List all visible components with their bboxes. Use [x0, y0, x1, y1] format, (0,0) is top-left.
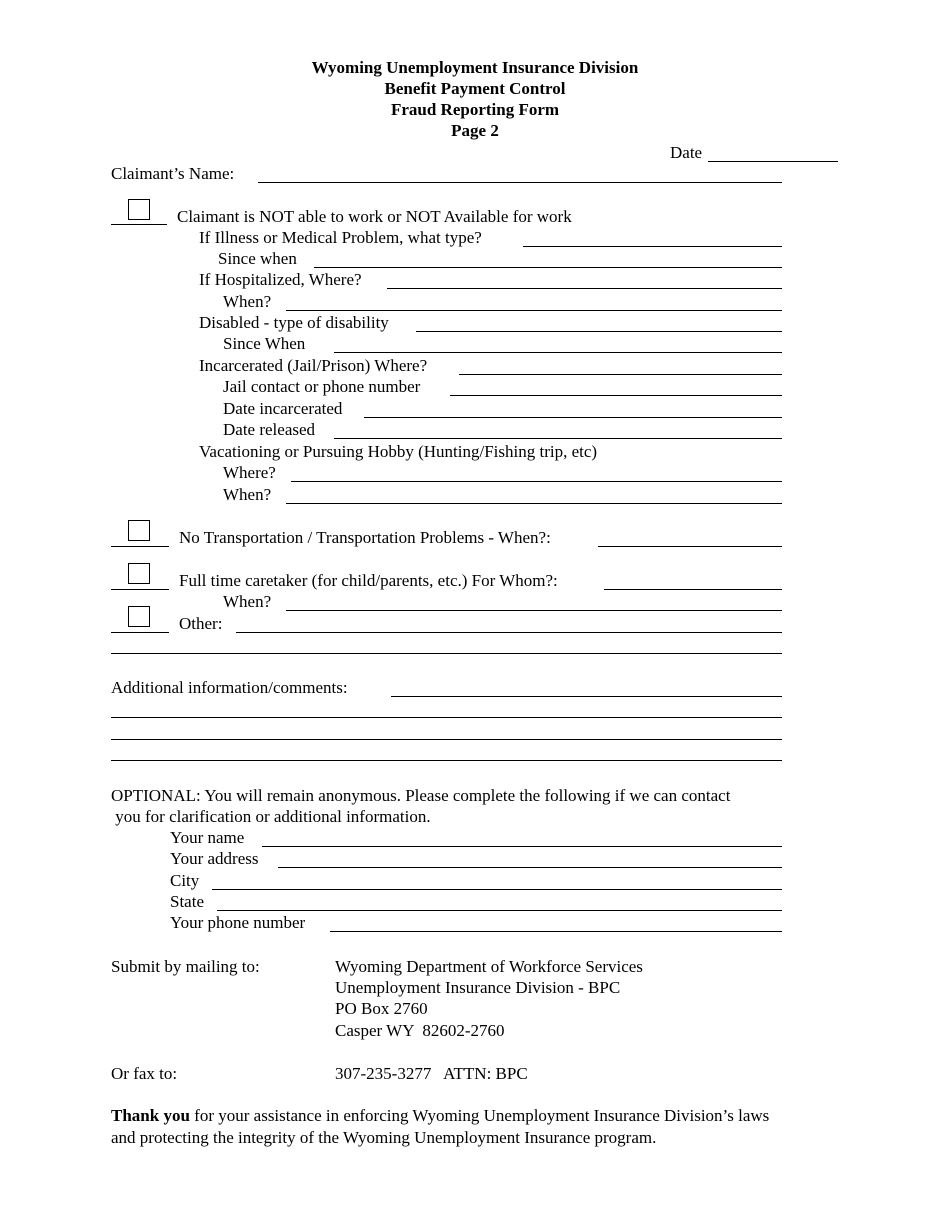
fax-number: 307-235-3277 ATTN: BPC	[335, 1064, 528, 1083]
thank-you-text: for your assistance in enforcing Wyoming Unemployment Insurance Division’s laws	[189, 1106, 770, 1125]
thank-you-bold: Thank you	[111, 1106, 190, 1125]
optional-text-line-1: OPTIONAL: You will remain anonymous. Please complete the following if we can contact	[111, 786, 731, 805]
phone-label: Your phone number	[170, 913, 306, 932]
thank-you-line-2: and protecting the integrity of the Wyoming Unemployment Insurance program.	[111, 1128, 657, 1147]
your-name-field[interactable]	[262, 828, 782, 847]
page-number: Page 2	[451, 121, 499, 140]
form-agency-title: Wyoming Unemployment Insurance Division	[311, 58, 639, 77]
caretaker-label: Full time caretaker (for child/parents, etc.) For Whom?:	[179, 571, 558, 590]
other-label: Other:	[179, 614, 223, 633]
mailing-address-line-1: Wyoming Department of Workforce Services	[335, 957, 643, 976]
transportation-checkbox[interactable]	[128, 520, 150, 541]
additional-info-line-2[interactable]	[111, 699, 782, 718]
vacation-label: Vacationing or Pursuing Hobby (Hunting/Fishing trip, etc)	[199, 442, 598, 461]
incarcerated-label: Incarcerated (Jail/Prison) Where?	[199, 356, 428, 375]
date-incarcerated-field[interactable]	[364, 399, 782, 418]
other-field-line-2[interactable]	[111, 635, 782, 654]
disabled-label: Disabled - type of disability	[199, 313, 389, 332]
submit-label: Submit by mailing to:	[111, 957, 260, 976]
date-released-label: Date released	[223, 420, 316, 439]
thank-you-line-1	[111, 1106, 769, 1126]
additional-info-line-3[interactable]	[111, 721, 782, 740]
vacation-when-field[interactable]	[286, 485, 782, 504]
checkbox-underline	[111, 632, 169, 633]
date-label: Date	[670, 143, 703, 162]
caretaker-when-field[interactable]	[286, 592, 782, 611]
additional-info-field[interactable]	[391, 678, 782, 697]
date-field[interactable]	[708, 143, 838, 162]
mailing-address-line-3: PO Box 2760	[335, 999, 428, 1018]
caretaker-for-whom-field[interactable]	[604, 571, 782, 590]
caretaker-when-label: When?	[223, 592, 272, 611]
optional-text-line-2: you for clarification or additional information.	[111, 807, 431, 826]
additional-info-line-4[interactable]	[111, 742, 782, 761]
illness-label: If Illness or Medical Problem, what type?	[199, 228, 482, 247]
checkbox-underline	[111, 224, 167, 225]
form-unit-title: Benefit Payment Control	[384, 79, 566, 98]
additional-info-label: Additional information/comments:	[111, 678, 348, 697]
checkbox-underline	[111, 589, 169, 590]
not-available-checkbox[interactable]	[128, 199, 150, 220]
form-title: Fraud Reporting Form	[390, 100, 560, 119]
other-field[interactable]	[236, 614, 782, 633]
vacation-where-label: Where?	[223, 463, 276, 482]
date-incarcerated-label: Date incarcerated	[223, 399, 343, 418]
mailing-address-line-4: Casper WY 82602-2760	[335, 1021, 505, 1040]
illness-since-field[interactable]	[314, 249, 782, 268]
your-address-field[interactable]	[278, 849, 782, 868]
fax-label: Or fax to:	[111, 1064, 178, 1083]
city-field[interactable]	[212, 871, 782, 890]
date-released-field[interactable]	[334, 420, 782, 439]
disabled-since-field[interactable]	[334, 334, 782, 353]
jail-contact-label: Jail contact or phone number	[223, 377, 421, 396]
transportation-when-field[interactable]	[598, 528, 782, 547]
state-field[interactable]	[217, 892, 782, 911]
transportation-label: No Transportation / Transportation Problems - When?:	[179, 528, 551, 547]
state-label: State	[170, 892, 204, 911]
disabled-since-label: Since When	[223, 334, 306, 353]
vacation-when-label: When?	[223, 485, 272, 504]
caretaker-checkbox[interactable]	[128, 563, 150, 584]
disability-type-field[interactable]	[416, 313, 782, 332]
mailing-address-line-2: Unemployment Insurance Division - BPC	[335, 978, 621, 997]
your-name-label: Your name	[170, 828, 245, 847]
illness-type-field[interactable]	[523, 228, 782, 247]
hospitalized-where-field[interactable]	[387, 270, 782, 289]
city-label: City	[170, 871, 200, 890]
your-address-label: Your address	[170, 849, 259, 868]
checkbox-underline	[111, 546, 169, 547]
not-available-label: Claimant is NOT able to work or NOT Available for work	[177, 207, 572, 226]
other-checkbox[interactable]	[128, 606, 150, 627]
jail-contact-field[interactable]	[450, 377, 782, 396]
hospitalized-when-field[interactable]	[286, 292, 782, 311]
incarcerated-where-field[interactable]	[459, 356, 782, 375]
hospitalized-when-label: When?	[223, 292, 272, 311]
vacation-where-field[interactable]	[291, 463, 782, 482]
phone-field[interactable]	[330, 913, 782, 932]
illness-since-label: Since when	[218, 249, 297, 268]
claimant-name-field[interactable]	[258, 164, 782, 183]
claimant-name-label: Claimant’s Name:	[111, 164, 235, 183]
hospitalized-label: If Hospitalized, Where?	[199, 270, 362, 289]
